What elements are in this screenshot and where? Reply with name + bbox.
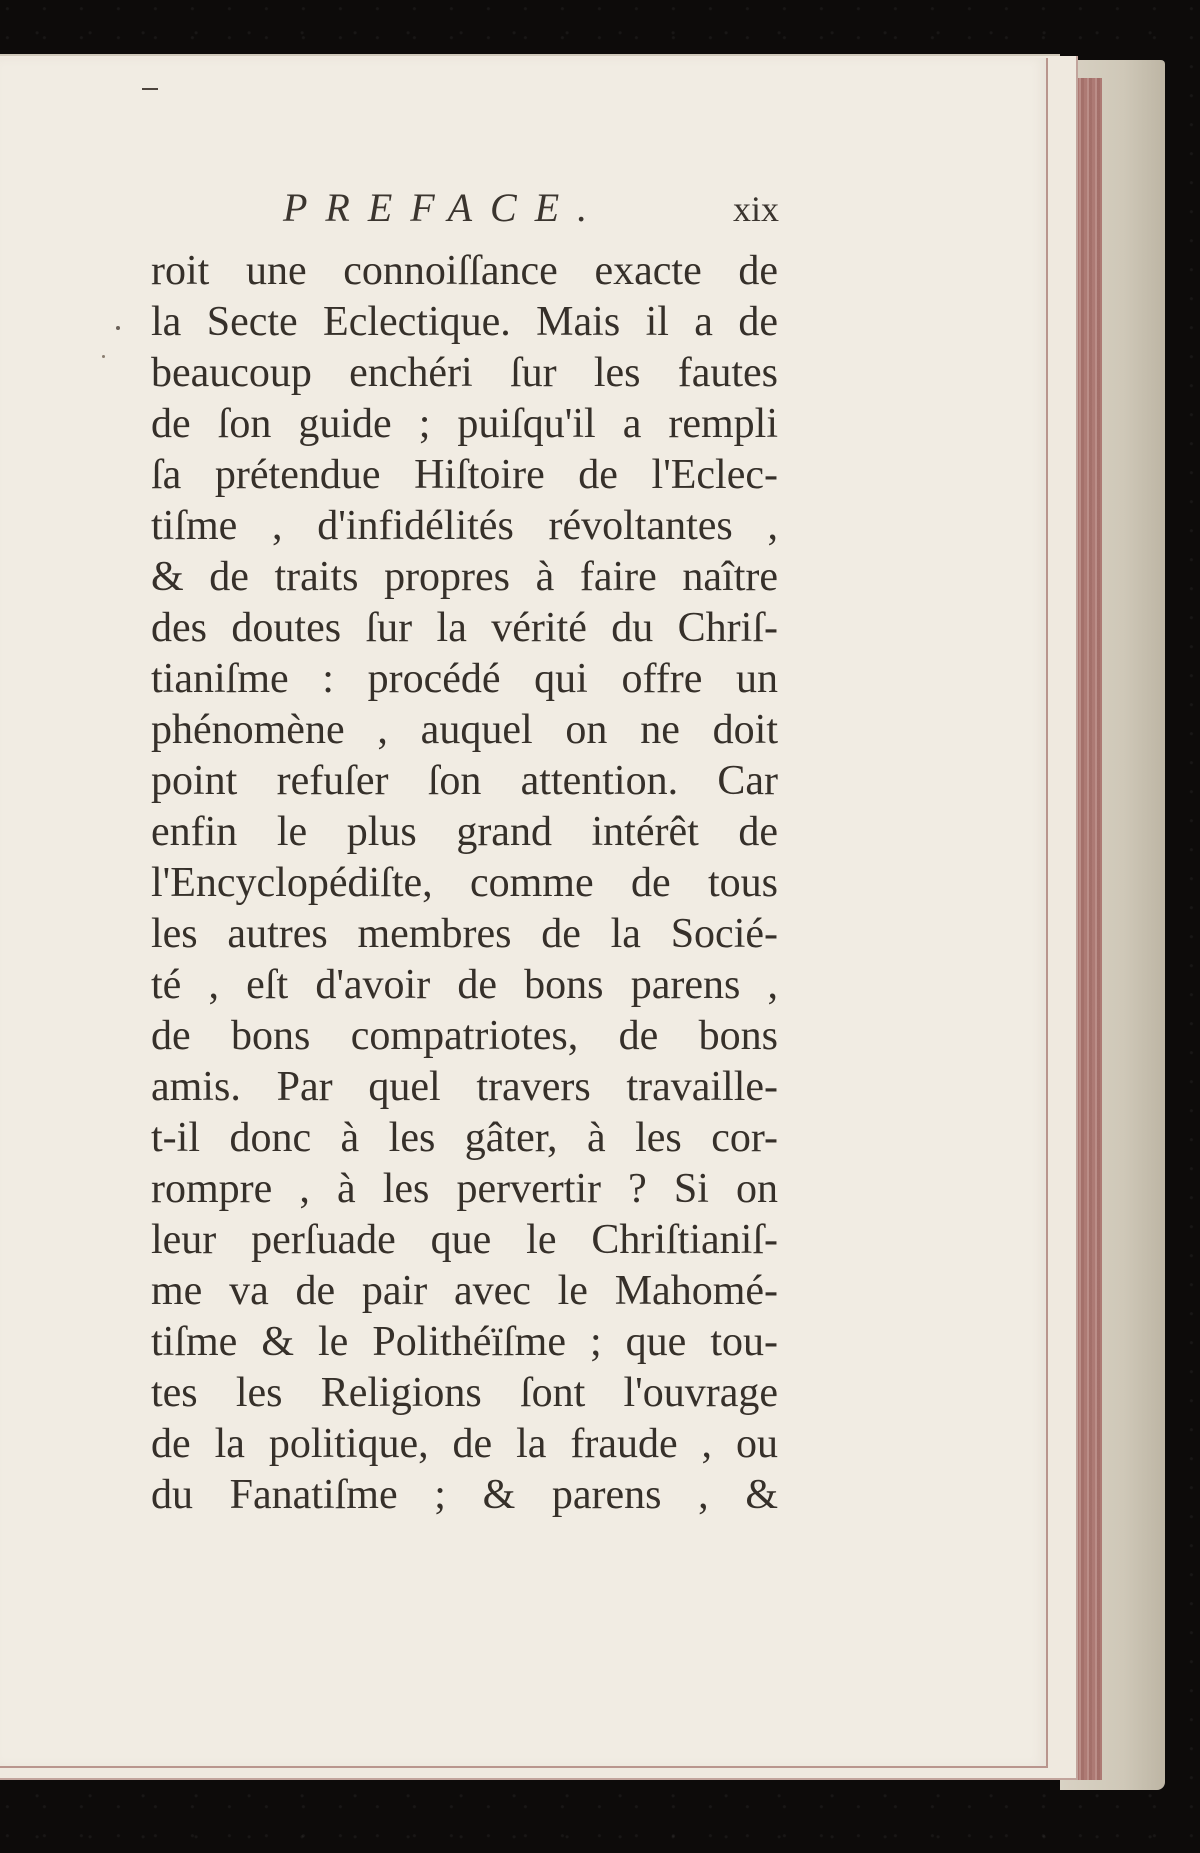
text-line: des doutes ſur la vérité du Chriſ- — [151, 605, 778, 651]
text-line: l'Encyclopédiſte, comme de tous — [151, 860, 778, 906]
page-header — [283, 184, 779, 236]
margin-mark-speck — [102, 355, 105, 358]
body-text — [151, 246, 778, 1521]
text-line: ſa prétendue Hiſtoire de l'Eclec- — [151, 452, 778, 498]
text-line: de la politique, de la fraude , ou — [151, 1421, 778, 1467]
text-line: & de traits propres à faire naître — [151, 554, 778, 600]
text-line: me va de pair avec le Mahomé- — [151, 1268, 778, 1314]
text-line: tes les Religions ſont l'ouvrage — [151, 1370, 778, 1416]
text-line: tianiſme : procédé qui offre un — [151, 656, 778, 702]
running-title: PREFACE. — [283, 185, 606, 230]
text-line: tiſme & le Polithéïſme ; que tou- — [151, 1319, 778, 1365]
text-line: phénomène , auquel on ne doit — [151, 707, 778, 753]
text-line: du Fanatiſme ; & parens , & — [151, 1472, 778, 1518]
text-line: amis. Par quel travers travaille- — [151, 1064, 778, 1110]
text-line: enfin le plus grand intérêt de — [151, 809, 778, 855]
text-line: roit une connoiſſance exacte de — [151, 248, 778, 294]
margin-mark-dash — [142, 88, 158, 90]
red-page-edges — [1076, 78, 1102, 1780]
text-line: de bons compatriotes, de bons — [151, 1013, 778, 1059]
text-line: tiſme , d'infidélités révoltantes , — [151, 503, 778, 549]
text-line: rompre , à les pervertir ? Si on — [151, 1166, 778, 1212]
text-line: point refuſer ſon attention. Car — [151, 758, 778, 804]
text-line: de ſon guide ; puiſqu'il a rempli — [151, 401, 778, 447]
text-line: té , eſt d'avoir de bons parens , — [151, 962, 778, 1008]
text-line: la Secte Eclectique. Mais il a de — [151, 299, 778, 345]
page-number: xix — [732, 189, 779, 229]
text-line: beaucoup enchéri ſur les fautes — [151, 350, 778, 396]
text-line: leur perſuade que le Chriſtianiſ- — [151, 1217, 778, 1263]
text-line: t-il donc à les gâter, à les cor- — [151, 1115, 778, 1161]
text-line: les autres membres de la Socié- — [151, 911, 778, 957]
margin-mark-dot — [116, 326, 120, 330]
